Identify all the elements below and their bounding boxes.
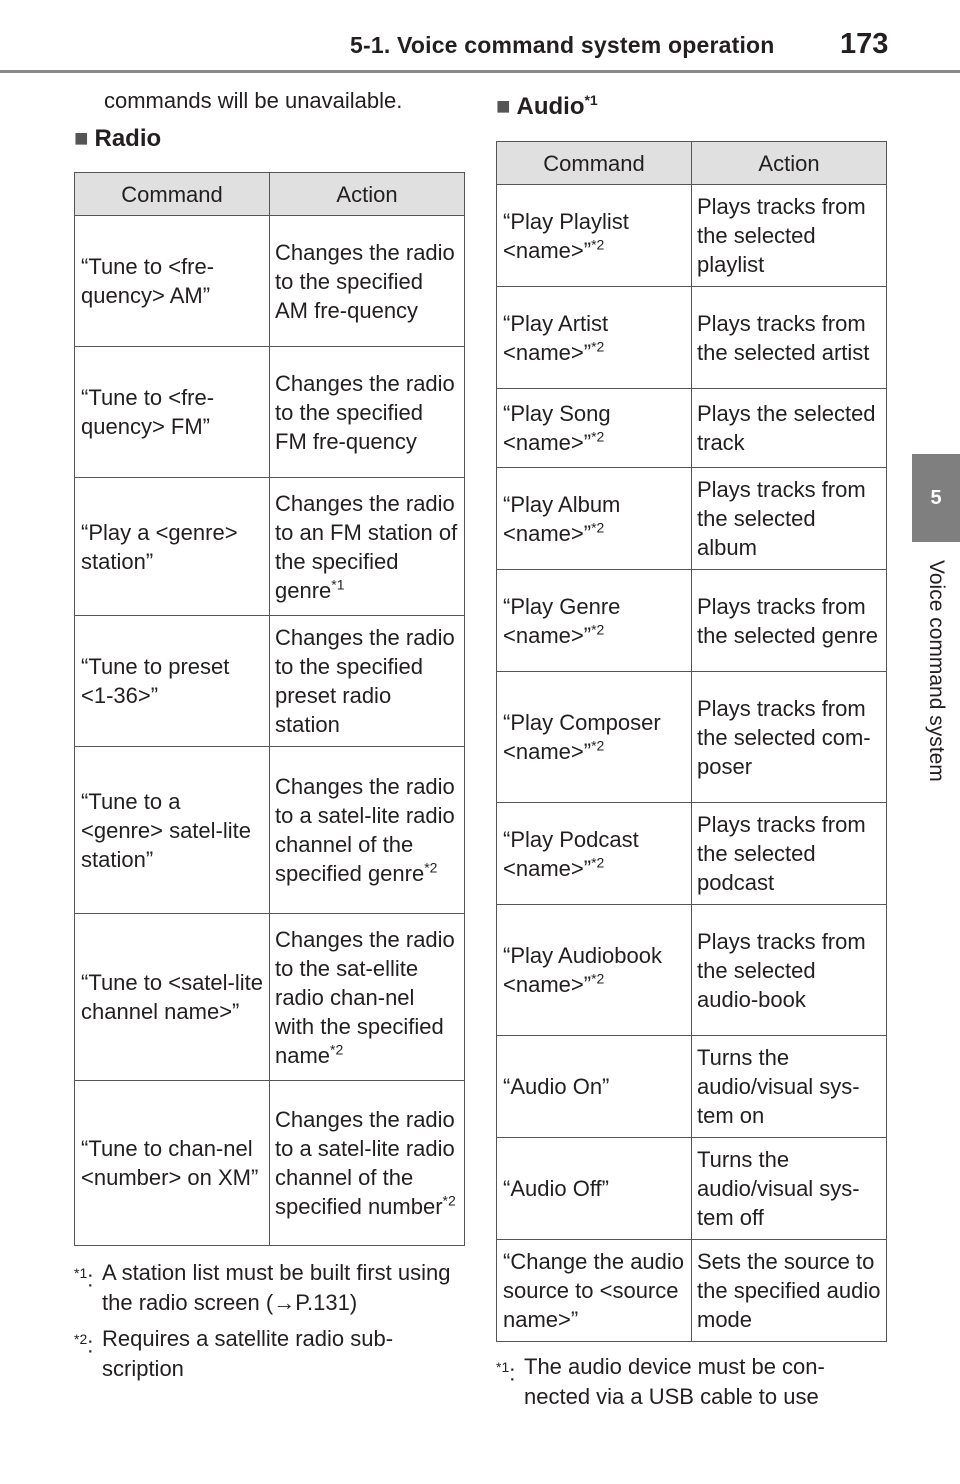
table-row [497, 389, 887, 468]
radio-section-title [74, 125, 161, 153]
table-row [497, 1036, 887, 1138]
command-cell [497, 905, 692, 1036]
command-cell [75, 478, 270, 616]
action-cell-text: Sets the source to the specified audio mode [697, 1249, 881, 1332]
footnote-text: Requires a satellite radio sub-scription [102, 1326, 394, 1381]
table-row [497, 803, 887, 905]
footnote-mark: *2 [591, 236, 605, 253]
command-cell-text: “Play Podcast <name>” [503, 826, 639, 881]
action-cell-text: Changes the radio to the specified preset radio station [275, 625, 455, 737]
action-cell [692, 905, 887, 1036]
table-header-row [497, 142, 887, 185]
table-row [497, 1138, 887, 1240]
action-cell [692, 1036, 887, 1138]
command-cell [75, 616, 270, 747]
radio-footnote-1: $^{*1}$: A station list must be built first using the radio screen (→P.131) [74, 1258, 464, 1318]
table-row [497, 570, 887, 672]
table-row [75, 914, 465, 1081]
action-cell-text: Changes the radio to an FM station of the specified genre [275, 490, 458, 603]
page-number: 173 [840, 28, 889, 60]
command-cell [75, 1081, 270, 1246]
action-cell-text: Turns the audio/visual sys-tem off [697, 1147, 860, 1230]
action-cell [692, 185, 887, 287]
table-row [75, 747, 465, 914]
audio-title-footnote-mark: *1 [584, 92, 598, 108]
command-cell [75, 914, 270, 1081]
action-cell [692, 287, 887, 389]
action-cell-text: Plays tracks from the selected playlist [697, 194, 866, 277]
action-cell-text: Changes the radio to the sat-ellite radio chan-nel with the specified name [275, 926, 455, 1068]
footnote-text: A station list must be built first using the radio screen (→P.131) [102, 1260, 451, 1315]
command-cell-text: “Tune to a <genre> satel-lite station” [81, 788, 251, 872]
footnote-mark: *2 [591, 737, 605, 754]
command-cell-text: “Tune to <fre-quency> FM” [81, 385, 215, 439]
action-cell-text: Plays tracks from the selected com-poser [697, 695, 871, 779]
command-cell [497, 1138, 692, 1240]
radio-title-text: Radio [94, 125, 162, 152]
command-cell [75, 216, 270, 347]
command-cell-text: “Change the audio source to <source name>” [503, 1249, 685, 1332]
action-cell [270, 1081, 465, 1246]
action-cell-text: Plays tracks from the selected artist [697, 310, 870, 365]
command-cell [75, 347, 270, 478]
table-row [497, 287, 887, 389]
command-cell [497, 185, 692, 287]
footnote-mark: *2 [591, 854, 605, 871]
table-row [75, 216, 465, 347]
action-cell [692, 803, 887, 905]
action-cell [692, 672, 887, 803]
action-cell [270, 616, 465, 747]
column-header-action: Action [270, 173, 465, 216]
action-cell [692, 468, 887, 570]
command-cell-text: “Play Composer <name>” [503, 710, 661, 764]
command-cell [497, 1240, 692, 1342]
command-cell-text: “Play Playlist <name>” [503, 208, 629, 263]
table-header-row [75, 173, 465, 216]
command-cell-text: “Audio Off” [503, 1176, 609, 1201]
command-cell [75, 747, 270, 914]
column-header-command: Command [75, 173, 270, 216]
command-cell-text: “Tune to <fre-quency> AM” [81, 254, 215, 308]
action-cell [692, 570, 887, 672]
footnote-mark: *2 [591, 338, 605, 355]
action-cell [270, 914, 465, 1081]
footnote-mark: *1 [496, 1359, 510, 1375]
square-bullet-icon: ■ [74, 125, 89, 152]
command-cell-text: “Tune to preset <1-36>” [81, 654, 230, 708]
command-cell-text: “Play Album <name>” [503, 491, 621, 546]
footnote-mark: *1 [74, 1265, 88, 1281]
table-row [497, 185, 887, 287]
action-cell-text: Changes the radio to a satel-lite radio channel of the specified number [275, 1107, 455, 1219]
footnote-mark: *2 [591, 621, 605, 638]
action-cell [270, 216, 465, 347]
action-cell-text: Plays tracks from the selected audio-book [697, 928, 866, 1012]
audio-title-text: Audio [516, 93, 585, 120]
command-cell [497, 803, 692, 905]
page-header-title: 5-1. Voice command system operation [350, 32, 775, 58]
action-cell-text: Changes the radio to the specified AM fre-quency [275, 239, 455, 323]
footnote-mark: *2 [591, 519, 605, 536]
table-row [497, 1240, 887, 1342]
action-cell-text: Plays tracks from the selected podcast [697, 812, 866, 895]
column-header-action: Action [692, 142, 887, 185]
footnote-mark: *2 [591, 428, 605, 445]
command-cell [497, 389, 692, 468]
command-cell-text: “Play Artist <name>” [503, 310, 609, 365]
command-cell [497, 672, 692, 803]
table-row [497, 905, 887, 1036]
command-cell-text: “Tune to chan-nel <number> on XM” [81, 1136, 259, 1190]
action-cell [270, 347, 465, 478]
intro-text: commands will be unavailable. [104, 88, 403, 113]
command-cell-text: “Tune to <satel-lite channel name>” [81, 970, 263, 1024]
header-divider [0, 70, 960, 73]
action-cell [270, 478, 465, 616]
table-row [75, 616, 465, 747]
table-row [75, 347, 465, 478]
column-header-command: Command [497, 142, 692, 185]
command-cell-text: “Audio On” [503, 1074, 610, 1099]
audio-command-table [496, 141, 887, 1342]
action-cell-text: Plays the selected track [697, 401, 876, 455]
footnote-mark: *2 [442, 1192, 456, 1209]
footnote-mark: *2 [74, 1331, 88, 1347]
action-cell-text: Plays tracks from the selected genre [697, 593, 879, 648]
command-cell-text: “Play Audiobook <name>” [503, 943, 662, 997]
chapter-label: Voice command system [925, 560, 948, 782]
footnote-mark: *2 [330, 1041, 344, 1058]
chapter-tab: 5 [912, 454, 960, 542]
footnote-mark: *2 [591, 970, 605, 987]
footnote-mark: *2 [424, 859, 438, 876]
action-cell [692, 389, 887, 468]
radio-footnote-2: $^{*2}$: Requires a satellite radio sub-scription [74, 1324, 464, 1384]
command-cell-text: “Play a <genre> station” [81, 519, 238, 574]
action-cell-text: Changes the radio to the specified FM fre-quency [275, 370, 455, 454]
action-cell [692, 1138, 887, 1240]
command-cell [497, 468, 692, 570]
table-row [75, 1081, 465, 1246]
action-cell [270, 747, 465, 914]
square-bullet-icon: ■ [496, 93, 511, 120]
table-row [497, 672, 887, 803]
command-cell [497, 1036, 692, 1138]
command-cell-text: “Play Song <name>” [503, 401, 611, 455]
table-row [75, 478, 465, 616]
command-cell [497, 287, 692, 389]
audio-section-title [496, 92, 598, 121]
footnote-mark: *1 [331, 576, 345, 593]
command-cell [497, 570, 692, 672]
action-cell [692, 1240, 887, 1342]
command-cell-text: “Play Genre <name>” [503, 593, 621, 648]
footnote-text: The audio device must be con-nected via a USB cable to use [524, 1354, 825, 1409]
action-cell-text: Plays tracks from the selected album [697, 477, 866, 560]
action-cell-text: Turns the audio/visual sys-tem on [697, 1045, 860, 1128]
action-cell-text: Changes the radio to a satel-lite radio channel of the specified genre [275, 774, 455, 886]
audio-footnote-1: $^{*1}$: The audio device must be con-nected via a USB cable to use [496, 1352, 886, 1412]
table-row [497, 468, 887, 570]
radio-command-table [74, 172, 465, 1246]
